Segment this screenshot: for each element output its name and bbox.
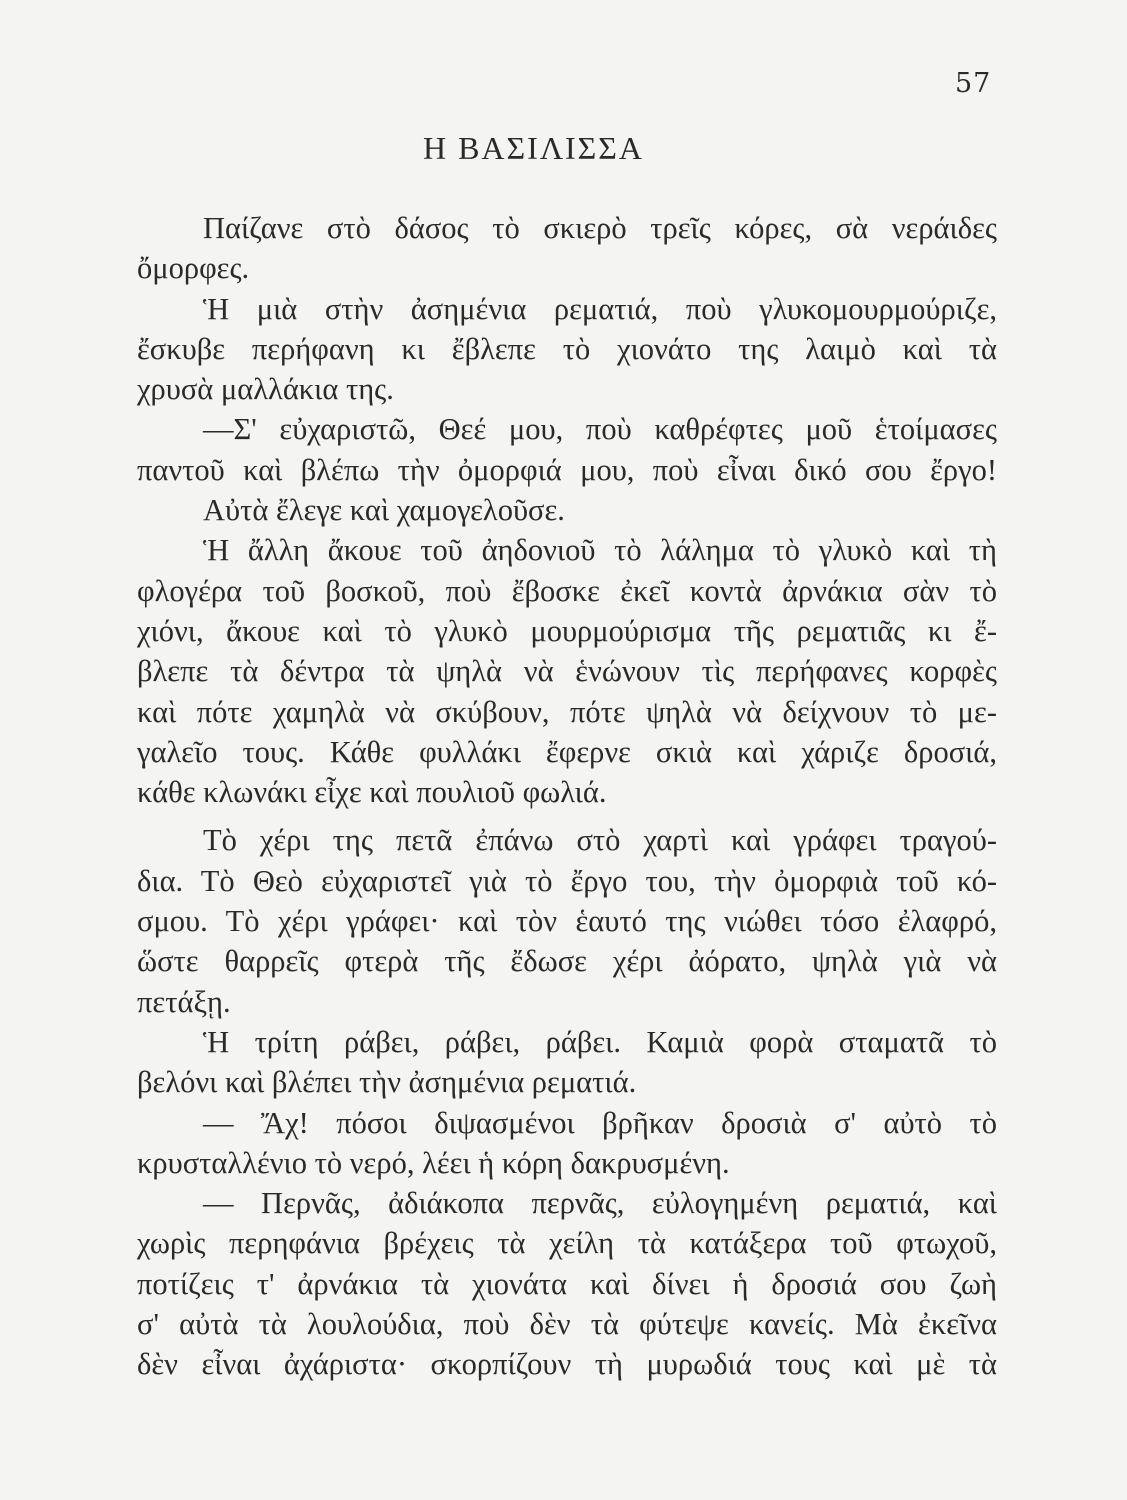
text-line: —Σ' εὐχαριστῶ, Θεέ μου, ποὺ καθρέφτες μοῦ ἑτοίμασες xyxy=(203,412,997,447)
text-line: ἔσκυβε περήφανη κι ἔβλεπε τὸ χιονάτο της λαιμὸ καὶ τὰ xyxy=(137,331,997,366)
text-line: Ἡ ἄλλη ἄκουε τοῦ ἀηδονιοῦ τὸ λάλημα τὸ γλυκὸ καὶ τὴ xyxy=(203,533,997,568)
text-line: πετάξῃ. xyxy=(137,984,231,1019)
text-line: χιόνι, ἄκουε καὶ τὸ γλυκὸ μουρμούρισμα τῆς ρεματιᾶς κι ἔ- xyxy=(137,613,997,648)
text-line: — Περνᾶς, ἀδιάκοπα περνᾶς, εὐλογημένη ρεματιά, καὶ xyxy=(203,1186,997,1221)
text-line: Παίζανε στὸ δάσος τὸ σκιερὸ τρεῖς κόρες, σὰ νεράιδες xyxy=(203,211,997,245)
text-line: — Ἄχ! πόσοι διψασμένοι βρῆκαν δροσιὰ σ' αὐτὸ τὸ xyxy=(203,1105,997,1140)
text-line: δὲν εἶναι ἀχάριστα· σκορπίζουν τὴ μυρωδιά τους καὶ μὲ τὰ xyxy=(137,1347,997,1382)
text-line: γαλεῖο τους. Κάθε φυλλάκι ἔφερνε σκιὰ καὶ χάριζε δροσιά, xyxy=(137,734,997,769)
text-line: καὶ πότε χαμηλὰ νὰ σκύβουν, πότε ψηλὰ νὰ δείχνουν τὸ με- xyxy=(137,694,997,729)
text-line: χρυσὰ μαλλάκια της. xyxy=(137,372,394,407)
page-number: 57 xyxy=(955,68,992,99)
text-line: Ἡ τρίτη ράβει, ράβει, ράβει. Καμιὰ φορὰ σταματᾶ τὸ xyxy=(203,1024,997,1059)
chapter-title: Η ΒΑΣΙΛΙΣΣΑ xyxy=(422,130,645,166)
text-line: ὥστε θαρρεῖς φτερὰ τῆς ἔδωσε χέρι ἀόρατο, ψηλὰ γιὰ νὰ xyxy=(137,944,997,979)
text-line: κάθε κλωνάκι εἶχε καὶ πουλιοῦ φωλιά. xyxy=(137,775,607,810)
text-line: δια. Τὸ Θεὸ εὐχαριστεῖ γιὰ τὸ ἔργο του, τὴν ὀμορφιὰ τοῦ κό- xyxy=(137,863,997,898)
text-line: Αὐτὰ ἔλεγε καὶ χαμογελοῦσε. xyxy=(203,493,565,528)
text-line: παντοῦ καὶ βλέπω τὴν ὀμορφιά μου, ποὺ εἶναι δικό σου ἔργο! xyxy=(137,452,997,487)
text-line: ὄμορφες. xyxy=(137,251,250,286)
paragraph-gap xyxy=(137,812,997,820)
text-line: χωρὶς περηφάνια βρέχεις τὰ χείλη τὰ κατάξερα τοῦ φτωχοῦ, xyxy=(137,1226,997,1261)
text-line: βλεπε τὰ δέντρα τὰ ψηλὰ νὰ ἑνώνουν τὶς περήφανες κορφὲς xyxy=(137,654,997,689)
text-line: ποτίζεις τ' ἀρνάκια τὰ χιονάτα καὶ δίνει ἡ δροσιά σου ζωὴ xyxy=(137,1266,997,1301)
text-line: σ' αὐτὰ τὰ λουλούδια, ποὺ δὲν τὰ φύτεψε κανείς. Μὰ ἐκεῖνα xyxy=(137,1307,997,1342)
text-line: σμου. Τὸ χέρι γράφει· καὶ τὸν ἑαυτό της νιώθει τόσο ἐλαφρό, xyxy=(137,904,997,939)
text-line: φλογέρα τοῦ βοσκοῦ, ποὺ ἔβοσκε ἐκεῖ κοντὰ ἀρνάκια σὰν τὸ xyxy=(137,573,997,608)
text-line: βελόνι καὶ βλέπει τὴν ἀσημένια ρεματιά. xyxy=(137,1065,637,1100)
body-text xyxy=(137,208,997,1385)
text-line: Ἡ μιὰ στὴν ἀσημένια ρεματιά, ποὺ γλυκομουρμούριζε, xyxy=(203,291,997,326)
text-line: κρυσταλλένιο τὸ νερό, λέει ἡ κόρη δακρυσμένη. xyxy=(137,1145,730,1180)
text-line: Τὸ χέρι της πετᾶ ἐπάνω στὸ χαρτὶ καὶ γράφει τραγού- xyxy=(203,823,997,858)
